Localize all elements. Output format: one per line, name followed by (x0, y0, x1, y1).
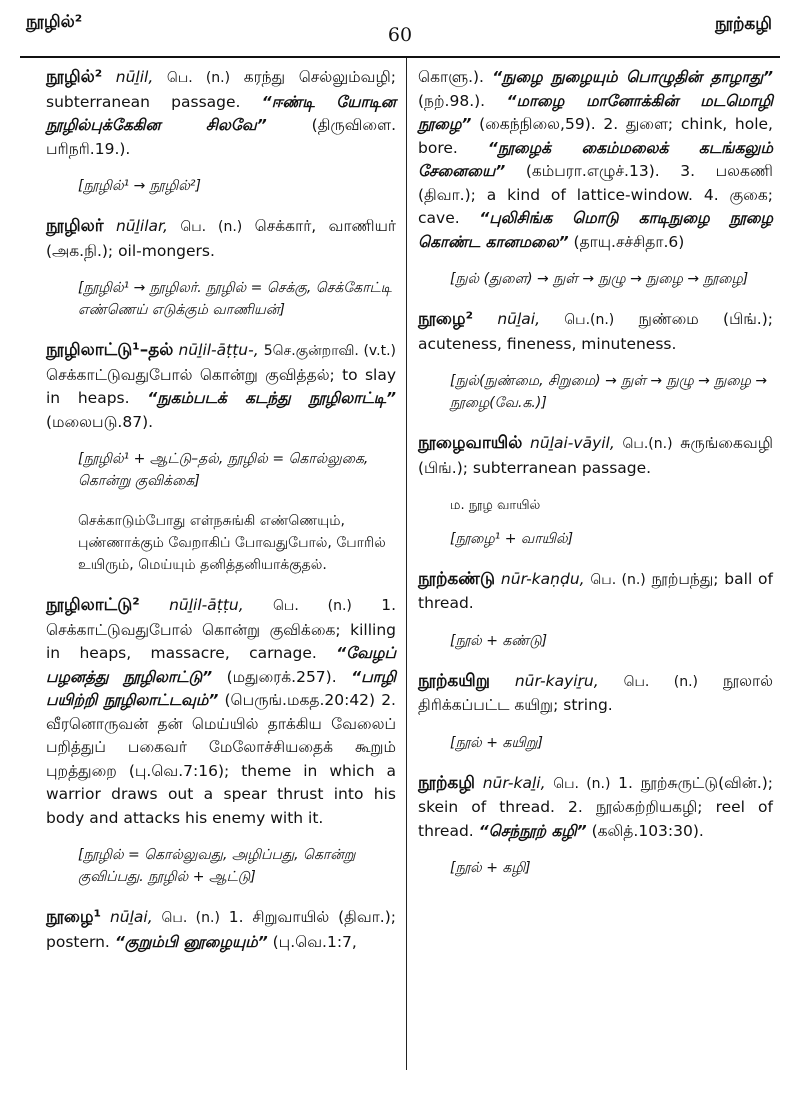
explanatory-note: செக்காடும்போது எள்நசுங்கி எண்ணெயும், புண்ணாக்கும் வேறாகிப் போவதுபோல், போரில் உயிரும், மெய்யும் தனித்தனியாக்குதல். (78, 513, 386, 573)
transliteration: nūr-kayiṟu, (514, 671, 599, 690)
citation: “பாழி பயிற்றி நூழிலாட்டவும்” (46, 667, 396, 709)
citation: “வேழப் பழனத்து நூழிலாட்டு” (46, 644, 396, 686)
transliteration: nūḻil, (115, 68, 154, 86)
grammar: பெ. (n.) (623, 673, 698, 690)
entry-nuzhilar (46, 215, 396, 263)
transliteration: nūḻai-vāyil, (530, 434, 615, 452)
headword: நூற்கயிறு (418, 670, 490, 691)
citation-source: (மலைபடு.87). (46, 412, 154, 431)
definition: 4. குகை; cave. (418, 185, 773, 227)
citation-source: (நற்.98.). (418, 91, 486, 110)
headword: நூற்கழி (418, 772, 476, 793)
entry-nurkayiru (418, 670, 773, 718)
transliteration: nūḻai, (497, 310, 540, 328)
etymology: [நூல் + கண்டு] (450, 632, 548, 649)
etymology: [நூழில் = கொல்லுவது, அழிப்பது, கொன்று குவிப்பது. நூழில் + ஆட்டு] (78, 847, 356, 885)
headword: நூற்கண்டு (418, 568, 496, 589)
transliteration: nūr-kaṇḍu, (500, 569, 585, 588)
entry-nuzhilattu-1 (46, 339, 396, 434)
headword: நூழில்² (46, 67, 103, 87)
etymology: [நூல் + கயிறு] (450, 734, 543, 751)
headword: நூழைவாயில் (418, 433, 523, 453)
etymology: [நுல்(நுண்மை, சிறுமை) → நுள் → நுழு → நுழை → நூழை(வே.க.)] (450, 373, 768, 411)
definition: 2. வீரனொருவன் தன் மெய்யில் தாக்கிய வேலைப் பறித்துப் பகைவர் மேலோச்சியதைக் கூறும் புறத்துறை (பு.வெ.7:16); theme in which a warrior draws out a spear thrust into his body and attacks his enemy with it. (46, 691, 396, 827)
citation: “செந்நூற் கழி” (478, 821, 587, 840)
citation: “மாழை மானோக்கின் மடமொழி நூழை” (418, 91, 773, 133)
etymology: [நூழில்¹ → நூழிலர். நூழில் = செக்கு, செக்கோட்டி எண்ணெய் எடுக்கும் வாணியன்] (78, 280, 392, 318)
definition: கரந்து செல்லும்வழி; subterranean passage. (46, 68, 396, 111)
grammar: பெ. (n.) (273, 598, 352, 614)
entry-nuzhaivayil (418, 432, 773, 480)
malayalam-cognate: ம. நூழ வாயில் (450, 498, 541, 513)
citation-source: (திருவிளை. பரிநரி.19.). (46, 116, 396, 158)
grammar: பெ. (n.) (180, 219, 243, 235)
header-right-guideword: நூற்கழி (714, 14, 772, 34)
etymology: [நுல் (துளை) → நுள் → நுழு → நுழை → நூழை] (450, 271, 749, 287)
entry-nuzhai-1-continued (418, 66, 773, 254)
column-divider (406, 58, 407, 1070)
headword: நூழிலாட்டு² (46, 595, 140, 615)
grammar: பெ. (n.) (166, 70, 231, 86)
entry-nuzhai-2 (418, 308, 773, 356)
entry-nuzhil-2 (46, 66, 396, 161)
citation-source: (கம்பரா.எழுச்.13). (525, 162, 660, 180)
etymology: [நூல் + கழி] (450, 860, 531, 876)
headword: நூழை² (418, 309, 474, 329)
definition: செக்கார், வாணியர் (அக.நி.); oil-mongers. (46, 217, 396, 260)
citation: “புலிசிங்க மொடு காடிநுழை நூழை கொண்ட கானமலை” (418, 209, 773, 251)
headword: நூழை¹ (46, 907, 102, 927)
entry-nuzhai-1 (46, 906, 396, 954)
transliteration: nūḻai, (109, 908, 153, 926)
definition: நூற்பந்து; ball of thread. (418, 569, 774, 612)
etymology: [நூழில்¹ + ஆட்டு–தல், நூழில் = கொல்லுகை, கொன்று குவிக்கை] (78, 451, 369, 489)
definition: நூலால் திரிக்கப்பட்ட கயிறு; string. (418, 671, 773, 714)
citation-source: (கலித்.103:30). (591, 821, 704, 840)
grammar: பெ.(n.) (564, 312, 615, 328)
citation: “குறும்பி னூழையும்” (114, 932, 268, 951)
headword: நூழிலர் (46, 216, 104, 236)
citation: “நுழை நுழையும் பொழுதின் தாழாது” (492, 68, 773, 86)
page-number: 60 (387, 24, 413, 46)
citation: “நூழைக் கைம்மலைக் கடங்கலும் சேனையை” (418, 138, 773, 180)
left-column (46, 66, 396, 968)
header-rule (20, 56, 780, 58)
definition: 1. செக்காட்டுவதுபோல் கொன்று குவிக்கை; killing in heaps, massacre, carnage. (46, 596, 397, 662)
citation-source: கொளு.). (418, 68, 484, 86)
definition: நுண்மை (பிங்.); acuteness, fineness, minuteness. (418, 310, 773, 353)
grammar: பெ. (n.) (590, 571, 646, 588)
citation-source: (கைந்நிலை,59). (479, 115, 596, 133)
grammar: பெ.(n.) (622, 436, 673, 452)
citation: “ஈண்டி யோடின நூழில்புக்கேகின சிலவே” (46, 92, 396, 134)
etymology: [நூழை¹ + வாயில்] (450, 530, 574, 547)
header-left-guideword: நூழில்² (26, 12, 83, 32)
transliteration: nūḻil-āṭṭu, (169, 596, 244, 614)
definition: 1. சிறுவாயில் (திவா.); postern. (46, 908, 396, 951)
grammar: பெ. (n.) (553, 775, 611, 792)
entry-nurkazhi (418, 772, 773, 844)
transliteration: nūr-kaḻi, (482, 773, 546, 792)
transliteration: nūḻilar, (115, 217, 168, 235)
headword: நூழிலாட்டு¹–தல் (46, 340, 174, 360)
entry-nuzhilattu-2 (46, 594, 396, 830)
citation: “நுகம்படக் கடந்து நூழிலாட்டி” (147, 389, 396, 407)
citation-source: (தாயு.சச்சிதா.6) (573, 232, 685, 251)
definition: 2. நூல்கற்றியகழி; reel of thread. (418, 798, 773, 840)
etymology: [நூழில்¹ → நூழில்²] (78, 178, 201, 194)
citation-source: (மதுரைக்.257). (226, 667, 337, 686)
definition: செக்காட்டுவதுபோல் கொன்று குவித்தல்; to slay in heaps. (46, 365, 396, 407)
transliteration: nūḻil-āṭṭu-, (178, 341, 259, 359)
citation-source: (பு.வெ.1:7, (272, 932, 357, 951)
citation-source: (பெருங்.மகத.20:42) (224, 691, 376, 709)
definition: 2. துளை; chink, hole, bore. (418, 115, 773, 157)
grammar: பெ. (n.) (161, 910, 220, 926)
definition: 1. நூற்சுருட்டு(வின்.); skein of thread. (418, 773, 774, 816)
entry-nurkandu (418, 568, 773, 616)
grammar: 5செ.குன்றாவி. (v.t.) (263, 343, 396, 359)
definition: சுருங்கைவழி (பிங்.); subterranean passage. (418, 434, 773, 477)
definition: 3. பலகணி (திவா.); a kind of lattice-window. (418, 162, 773, 204)
right-column (418, 66, 773, 897)
page-header (0, 2, 800, 54)
